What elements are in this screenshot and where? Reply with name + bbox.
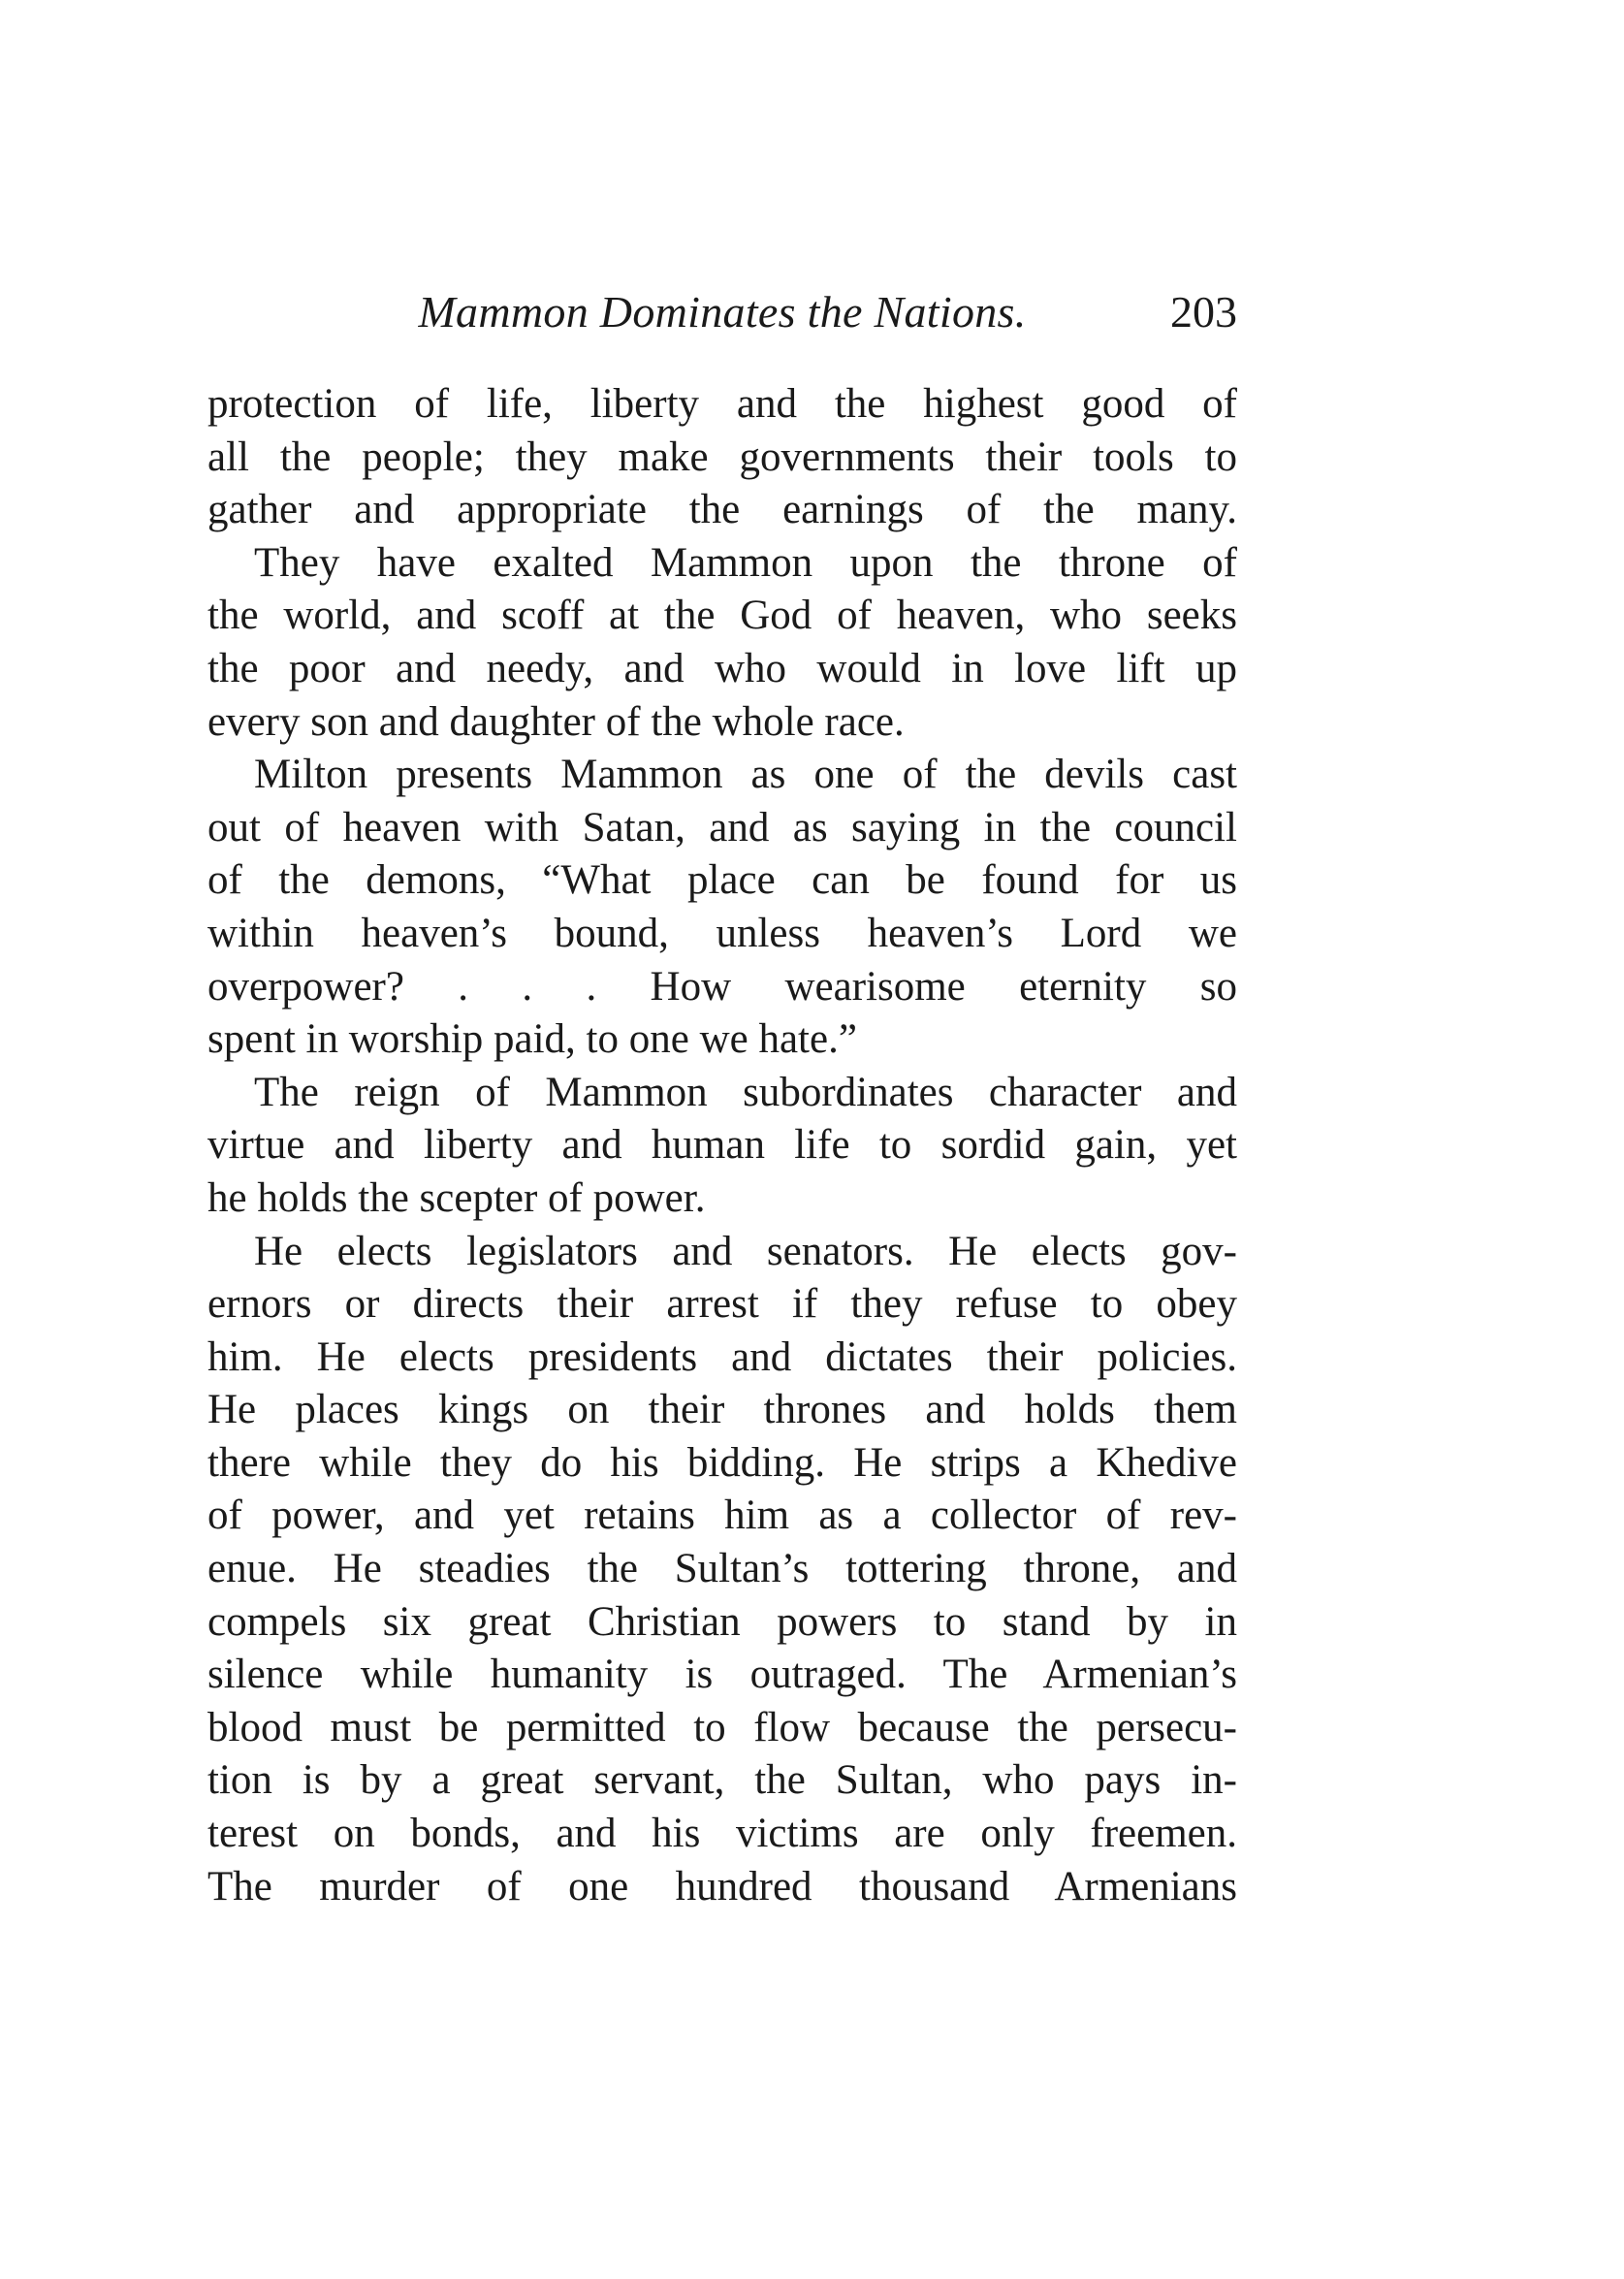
text-line: He places kings on their thrones and holds them — [207, 1387, 1237, 1433]
text-line: The murder of one hundred thousand Armenians — [207, 1863, 1237, 1910]
text-line: They have exalted Mammon upon the throne of — [254, 539, 1237, 586]
page-number: 203 — [1170, 287, 1237, 337]
body-text — [207, 378, 1237, 1913]
text-line: tion is by a great servant, the Sultan, who pays in- — [207, 1757, 1237, 1804]
text-line: he holds the scepter of power. — [207, 1174, 706, 1221]
text-line: compels six great Christian powers to stand by in — [207, 1598, 1237, 1645]
text-line: terest on bonds, and his victims are only freemen. — [207, 1811, 1237, 1857]
text-line: him. He elects presidents and dictates their policies. — [207, 1333, 1237, 1380]
text-line: overpower? . . . How wearisome eternity so — [207, 963, 1237, 1010]
text-line: of the demons, “What place can be found for us — [207, 857, 1237, 904]
running-title: Mammon Dominates the Nations. — [418, 287, 1027, 337]
text-line: the poor and needy, and who would in love lift up — [207, 645, 1237, 691]
text-line: enue. He steadies the Sultan’s tottering throne, and — [207, 1546, 1237, 1592]
text-line: virtue and liberty and human life to sordid gain, yet — [207, 1122, 1237, 1169]
text-line: out of heaven with Satan, and as saying in the council — [207, 804, 1237, 851]
text-line: The reign of Mammon subordinates character and — [254, 1069, 1237, 1115]
text-line: all the people; they make governments their tools to — [207, 433, 1237, 480]
text-line: Milton presents Mammon as one of the devils cast — [254, 752, 1237, 798]
text-line: ernors or directs their arrest if they refuse to obey — [207, 1281, 1237, 1328]
text-line: blood must be permitted to flow because the persecu- — [207, 1704, 1237, 1750]
text-line: silence while humanity is outraged. The Armenian’s — [207, 1652, 1237, 1698]
text-line: every son and daughter of the whole race. — [207, 698, 905, 745]
running-head — [207, 283, 1237, 341]
text-line: there while they do his bidding. He strips a Khedive — [207, 1439, 1237, 1486]
text-line: protection of life, liberty and the highest good of — [207, 381, 1237, 427]
text-line: the world, and scoff at the God of heaven, who seeks — [207, 593, 1237, 639]
text-line: gather and appropriate the earnings of the many. — [207, 487, 1237, 533]
text-line: of power, and yet retains him as a collector of rev- — [207, 1493, 1237, 1539]
text-line: He elects legislators and senators. He elects gov- — [254, 1228, 1237, 1274]
text-line: within heaven’s bound, unless heaven’s Lord we — [207, 910, 1237, 956]
text-line: spent in worship paid, to one we hate.” — [207, 1016, 857, 1063]
